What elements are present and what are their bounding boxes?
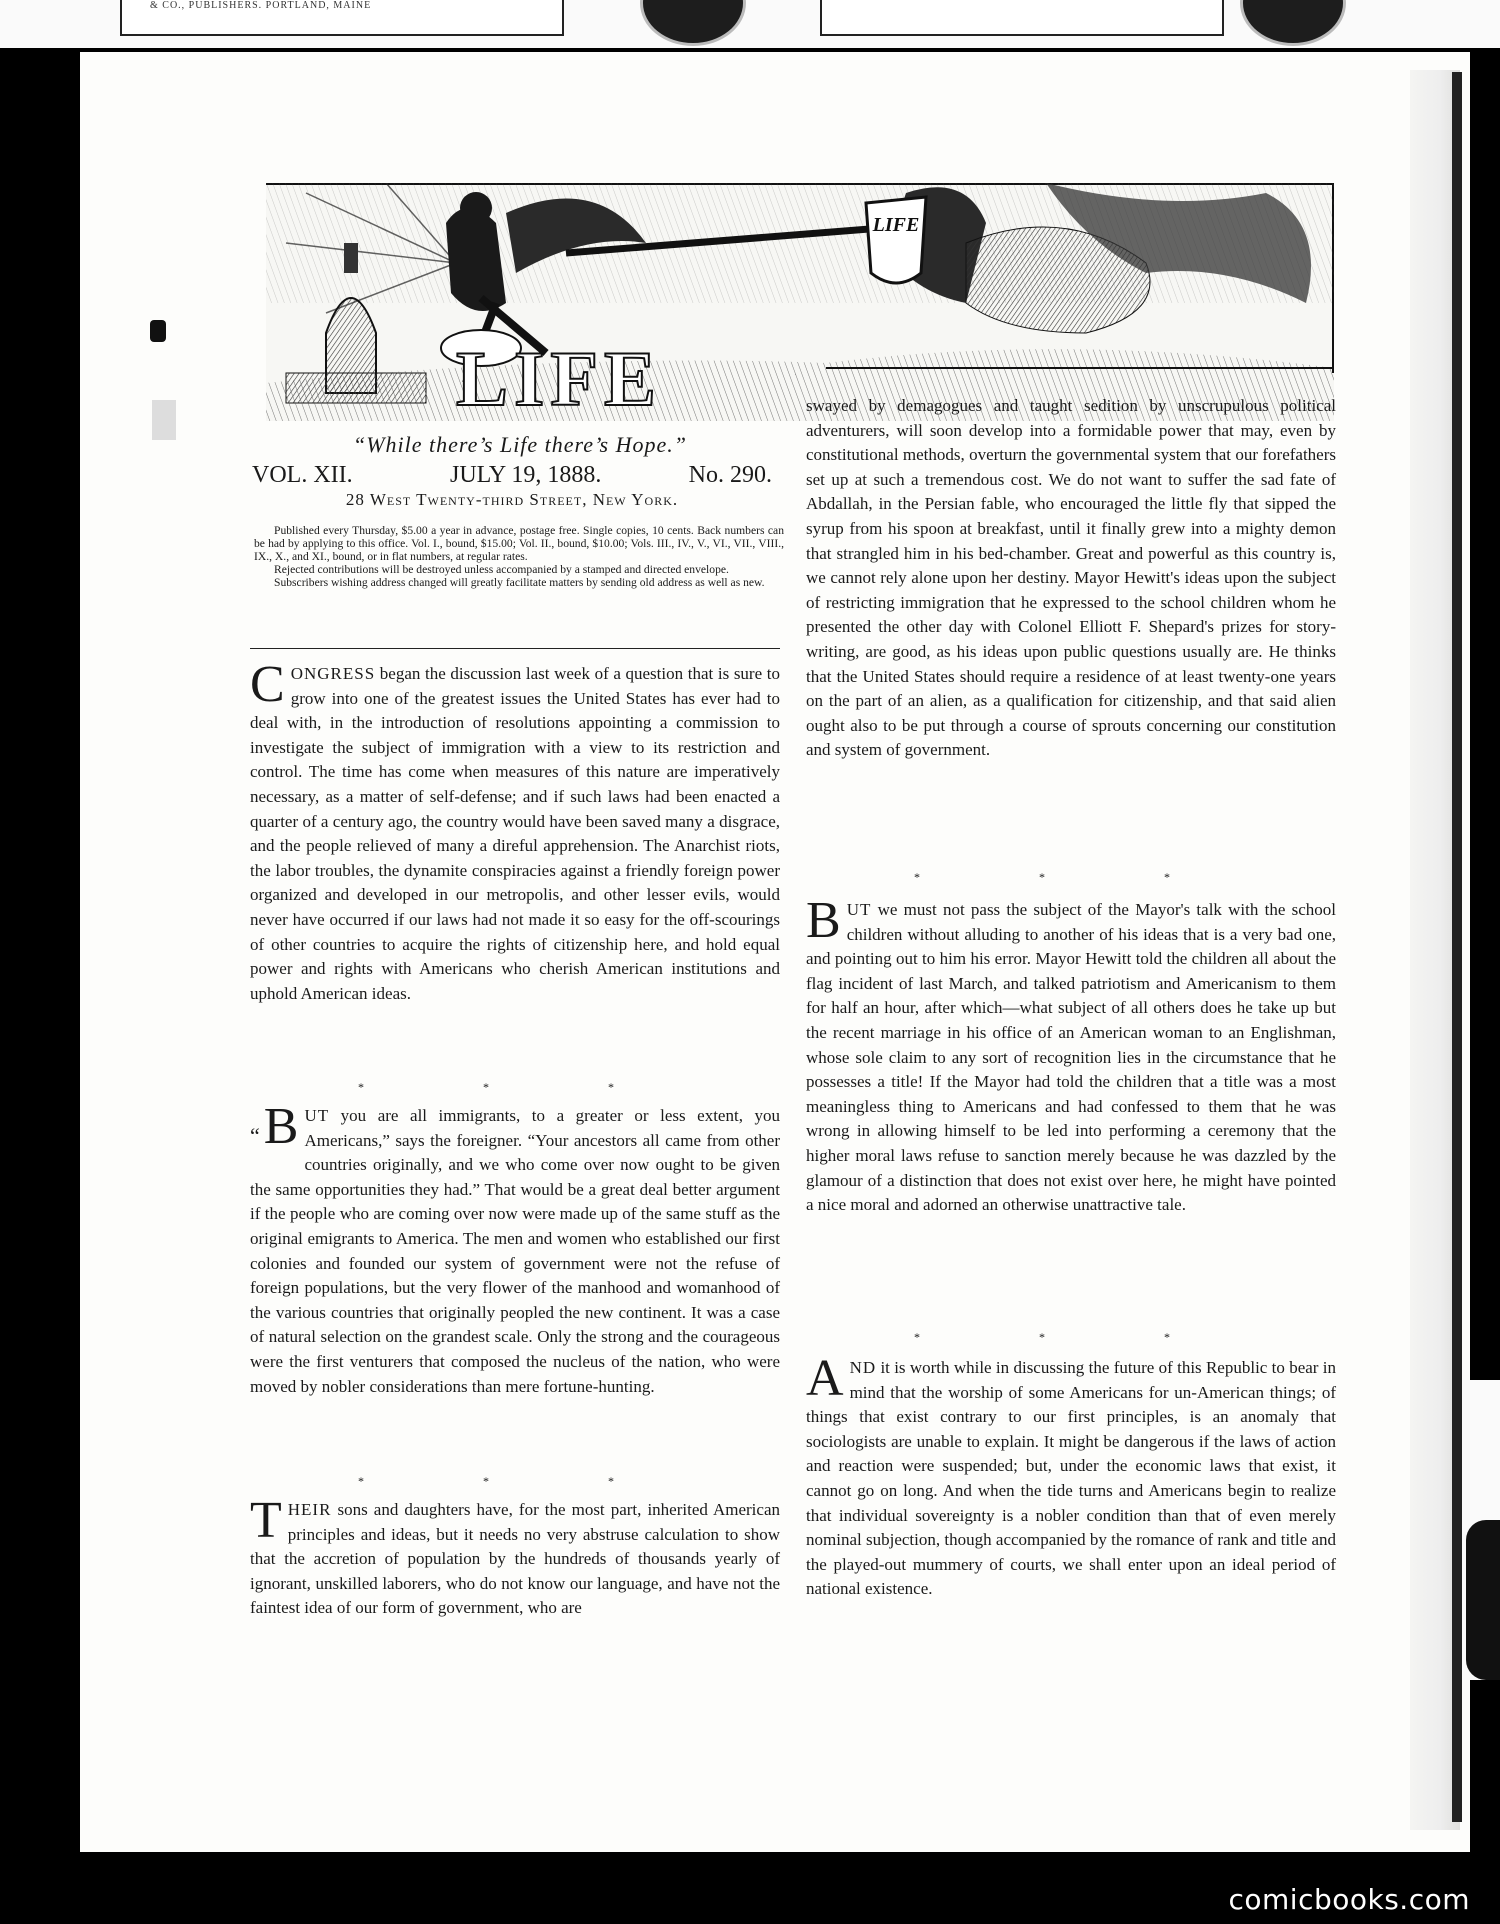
editorial-paragraph-mayor (806, 892, 1336, 1218)
open-quote: “ (250, 1123, 260, 1148)
section-separator: * * * (914, 1330, 1228, 1344)
lead-word: UT (304, 1106, 330, 1125)
life-logo: LIFE (456, 335, 663, 421)
volume-line (252, 462, 772, 492)
paragraph-text: sons and daughters have, for the most part, inherited American principles and ideas, but it needs no very abstruse calculation to show that the accretion of population by the hundreds of thousands yearly of ignorant, unskilled laborers, who do not know our language, and have not the faintest idea of our form of government, who are (250, 1500, 780, 1618)
seal-left (640, 0, 746, 46)
previous-page-strip (0, 0, 1500, 48)
site-watermark: comicbooks.com (1228, 1883, 1470, 1916)
publisher-line: & CO., PUBLISHERS. PORTLAND, MAINE (150, 0, 372, 11)
section-separator: * * * (358, 1080, 672, 1094)
ad-box-right (820, 0, 1224, 36)
lead-word: HEIR (287, 1500, 332, 1519)
lead-word: ONGRESS (290, 664, 376, 683)
drop-cap: A (806, 1350, 844, 1407)
volume-number: VOL. XII. (252, 462, 353, 488)
spine-edge (1452, 72, 1462, 1822)
adjacent-page-art (1462, 1380, 1500, 1680)
paragraph-text: you are all immigrants, to a greater or less extent, you Americans,” says the foreigner. “Your ancestors all came from other countries originally, and we who come over now ought to be given the same opportunities they had.” That would be a great deal better argument if the people who are coming over now were made up of the same stuff as the original emigrants to America. The men and women who established our first colonies and founded our system of government were not the refuse of foreign populations, but the very flower of the manhood and womanhood of the various countries that originally peopled the new continent. It was a case of natural selection on the grandest scale. Only the strong and the courageous were the first venturers that composed the nucleus of the nation, who were moved by nobler considerations than mere fortune-hunting. (250, 1106, 780, 1396)
pubinfo-subscription: Published every Thursday, $5.00 a year in advance, postage free. Single copies, 10 cents. Back numbers can be had by applying to this office. Vol. I., bound, $15.00; Vol. II., bound, $10.00; Vols. III., IV., V., VI., VII., VIII., IX., X., and XI., bound, or in flat numbers, at regular rates. (254, 524, 784, 563)
drop-cap: B (806, 892, 841, 949)
drop-cap: C (250, 656, 285, 713)
margin-marks (150, 320, 190, 440)
publication-info (254, 524, 784, 589)
pubinfo-address-change: Subscribers wishing address changed will greatly facilitate matters by sending old address as well as new. (274, 576, 765, 589)
issue-date: JULY 19, 1888. (450, 462, 602, 488)
issue-number: No. 290. (688, 462, 772, 488)
drop-cap: T (250, 1492, 282, 1549)
motto: “While there’s Life there’s Hope.” (352, 432, 688, 457)
header-rule (250, 648, 780, 649)
editorial-paragraph-republic (806, 1350, 1336, 1602)
paragraph-text: swayed by demagogues and taught sedition by unscrupulous political adventurers, will soon develop into a formidable power that may, even by constitutional methods, overturn the governmental system that our forefathers set up at such a tremendous cost. We do not want to suffer the sad fate of Abdallah, in the Persian fable, who encouraged the little fly that sipped the syrup from his spoon at breakfast, until it finally grew into a mighty demon that strangled him in his bed-chamber. Great and powerful as this country is, we cannot rely alone upon her destiny. Mayor Hewitt's ideas upon the subject of restricting immigration that he expressed to the school children whom he presented the other day with Colonel Elliott F. Shepard's prizes for story-writing, are good, as his ideas upon public questions usually are. He thinks that the United States should require a residence of at least twenty-one years on the part of an alien, as a qualification for citizenship, and that said alien ought also to be put through a course of sprouts concerning our constitution and system of government. (806, 396, 1336, 760)
section-separator: * * * (358, 1474, 672, 1488)
editorial-paragraph-swayed (806, 394, 1336, 763)
paragraph-text: it is worth while in discussing the future of this Republic to bear in mind that the worship of some Americans for un-American things; of things that exist contrary to our first principles, is an anomaly that sociologists are unable to explain. It might be dangerous if the laws of action and reaction were suspended; but, under the economic laws that exist, it cannot go on long. And when the tide turns and Americans begin to realize that individual sovereignty is a nobler condition than that of even merely nominal subjection, though accompanied by the romance of rank and title and the played-out mummery of courts, we shall enter upon an ideal period of national existence. (806, 1358, 1336, 1599)
section-separator: * * * (914, 870, 1228, 884)
editorial-paragraph-congress (250, 656, 780, 1006)
lead-word: UT (846, 900, 872, 919)
editorial-paragraph-sons (250, 1492, 780, 1621)
editorial-paragraph-immigrants (250, 1098, 780, 1399)
paragraph-text: we must not pass the subject of the Mayor's talk with the school children without alluding to another of his ideas that is a very bad one, and pointing out to him his error. Mayor Hewitt told the children all about the flag incident of last March, and talked patriotism and Americanism to them for half an hour, after which—what subject of all others does he take up but the recent marriage in his office of an American woman to an Englishman, whose sole claim to any sort of recognition lies in the circumstance that he possesses a title! If the Mayor had told the children that a title was a most meaningless thing to Americans and had confessed to them that he was wrong in allowing himself to be led into performing a ceremony that the higher moral laws refuse to sanction merely because he was dazzled by the glamour of a distinction that does not exist over here, he might have pointed a nice moral and adorned an otherwise unattractive tale. (806, 900, 1336, 1215)
lead-word: ND (849, 1358, 877, 1377)
seal-right (1240, 0, 1346, 46)
paragraph-text: began the discussion last week of a question that is sure to grow into one of the greatest issues the United States has ever had to deal with, in the introduction of resolutions appointing a commission to investigate the subject of immigration with a view to its restriction and control. The time has come when measures of this nature are imperatively necessary, as a matter of self-defense; and if such laws had been enacted a quarter of a century ago, the country would have been saved many a disgrace, and the people relieved of many a direful apprehension. The Anarchist riots, the labor troubles, the dynamite conspiracies against a friendly foreign power organized and developed in our metropolis, and other lesser evils, would never have occurred if our laws had not made it so easy for the off-scourings of other countries to acquire the rights of citizenship here, and hold equal power and rights with Americans who cherish American institutions and uphold American ideas. (250, 664, 780, 1003)
drop-cap: “B (250, 1098, 299, 1155)
masthead-illustration (266, 183, 1334, 421)
pubinfo-rejected: Rejected contributions will be destroyed unless accompanied by a stamped and directed envelope. (274, 563, 729, 576)
office-address: 28 West Twenty-third Street, New York. (345, 490, 679, 509)
shield-text: LIFE (872, 214, 920, 236)
